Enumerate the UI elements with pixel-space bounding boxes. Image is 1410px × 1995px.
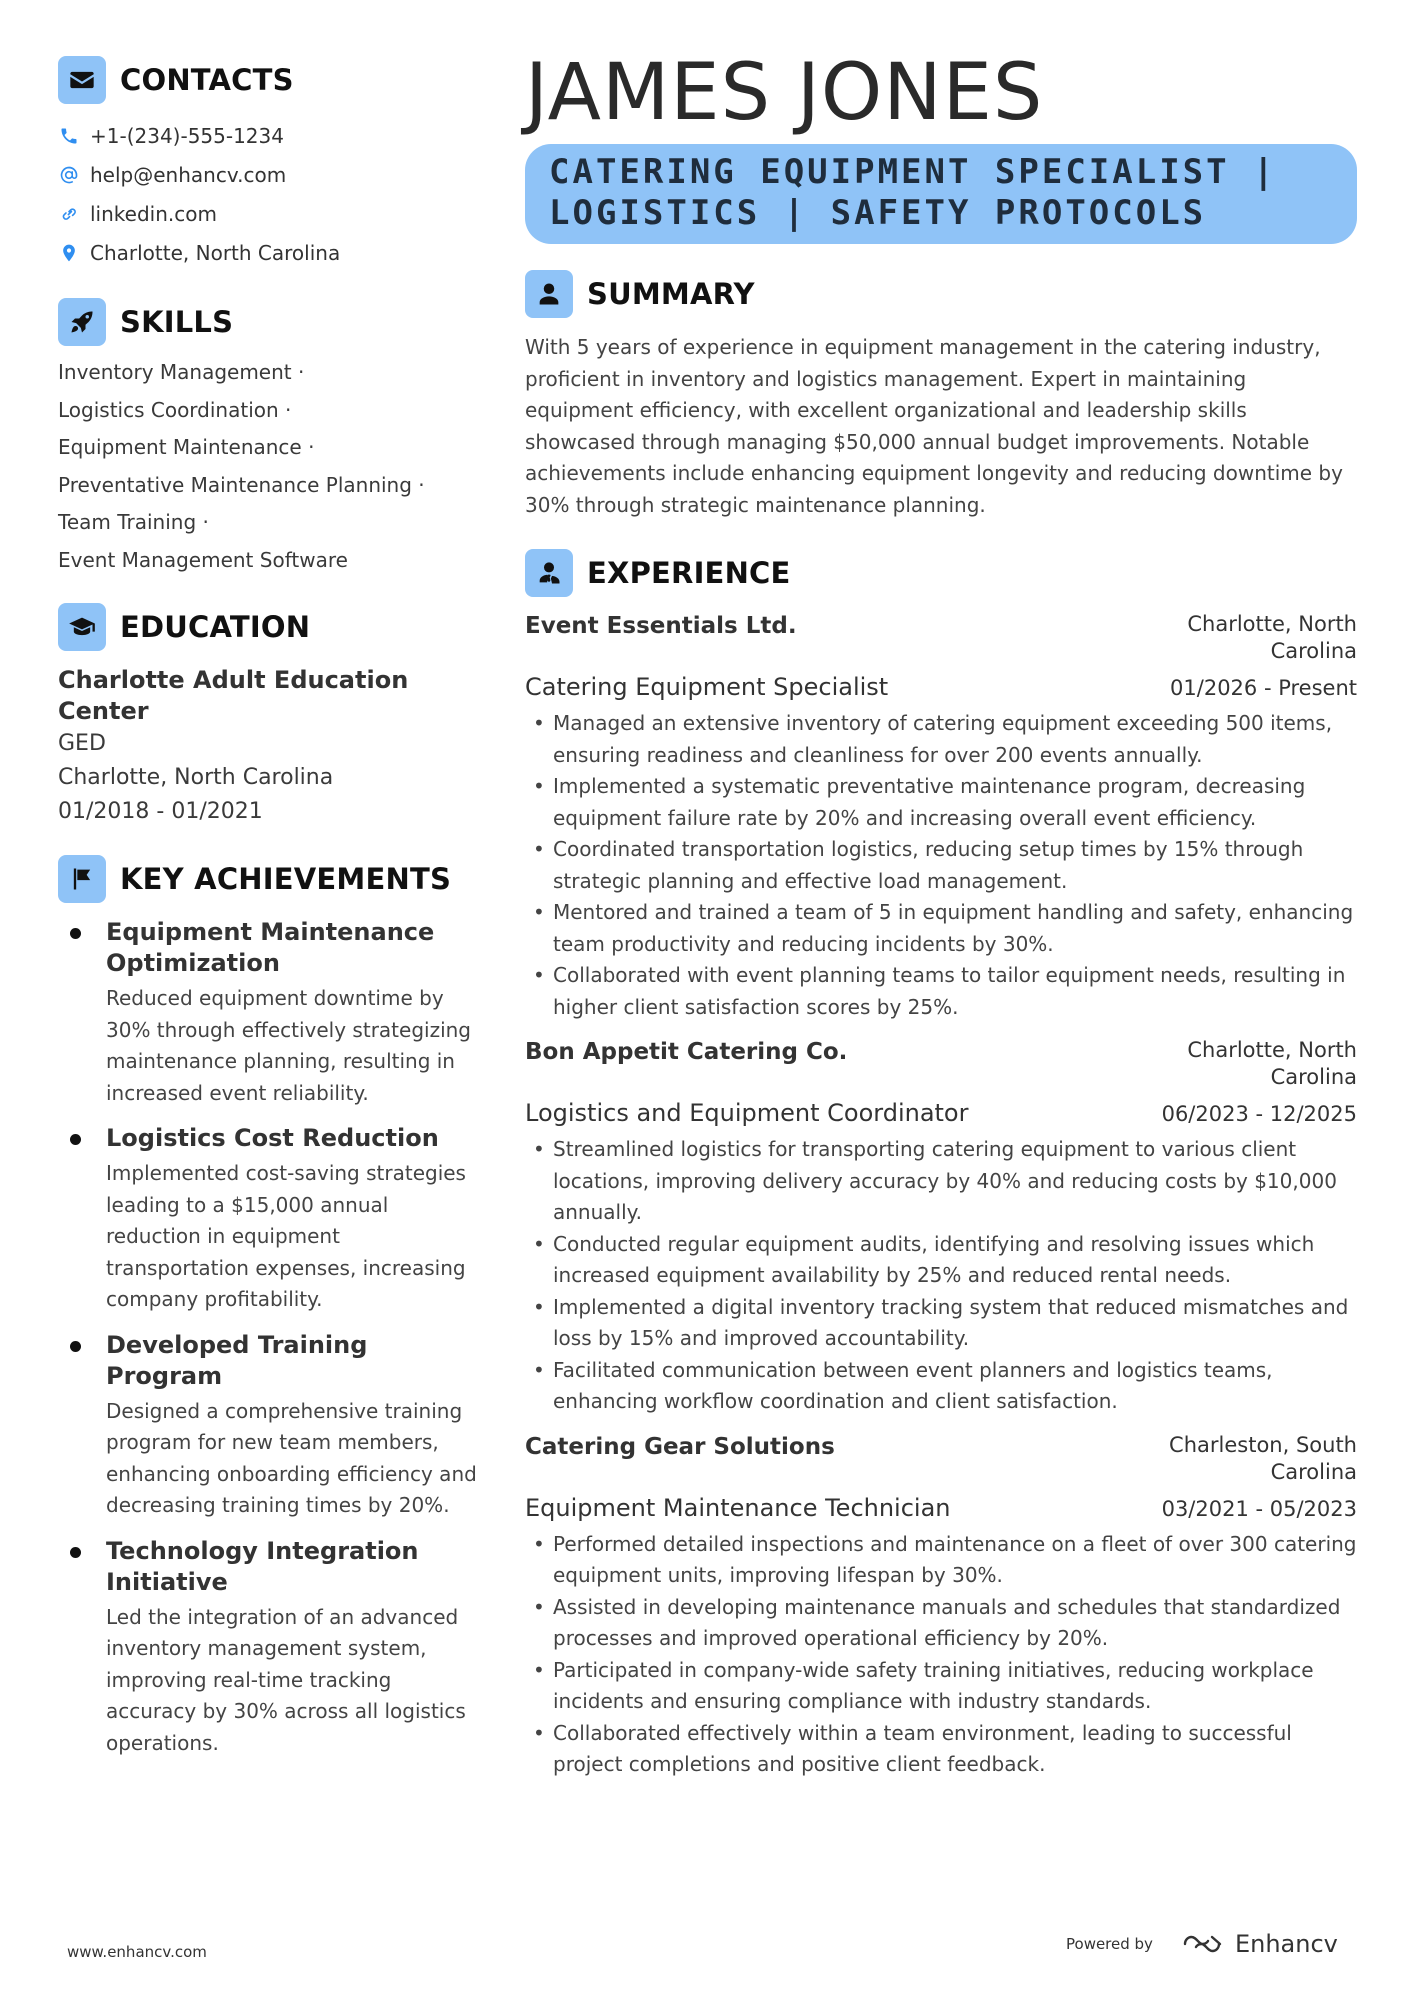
job-bullets xyxy=(525,1134,1357,1418)
job-role: Equipment Maintenance Technician xyxy=(525,1493,951,1522)
achievement-title: Technology Integration Initiative xyxy=(106,1536,419,1596)
job-header xyxy=(525,1037,1357,1091)
envelope-icon xyxy=(58,56,106,104)
job-bullet: • Managed an extensive inventory of catering equipment exceeding 500 items, ensuring readiness and cleanliness for over 200 events annually. xyxy=(525,708,1357,771)
experience-title: EXPERIENCE xyxy=(587,556,791,590)
education-school: Charlotte Adult Education Center xyxy=(58,666,409,725)
achievement-desc: Implemented cost-saving strategies leading to a $15,000 annual reduction in equipment transportation expenses, increasing company profitability. xyxy=(106,1161,466,1311)
achievement-title: Logistics Cost Reduction xyxy=(106,1124,439,1152)
skill-item: Team Training · xyxy=(58,510,209,534)
contacts-header xyxy=(58,56,478,104)
job-header xyxy=(525,611,1357,665)
achievement-desc: Designed a comprehensive training program for new team members, enhancing onboarding efficiency and decreasing training times by 20%. xyxy=(106,1398,477,1517)
job-location: Charleston, South Carolina xyxy=(1169,1432,1357,1484)
headline-line-1: CATERING EQUIPMENT SPECIALIST | xyxy=(549,152,1277,192)
contact-list xyxy=(58,116,478,272)
job-bullet: • Implemented a digital inventory tracking system that reduced mismatches and loss by 15% and improved accountability. xyxy=(525,1292,1357,1355)
skill-item: Preventative Maintenance Planning · xyxy=(58,472,425,497)
summary-title: SUMMARY xyxy=(587,277,755,311)
bullet-dot xyxy=(70,1134,81,1145)
job-bullet: • Coordinated transportation logistics, reducing setup times by 15% through strategic planning and effective load management. xyxy=(525,834,1357,897)
skills-list xyxy=(58,360,478,585)
phone-icon xyxy=(58,125,80,147)
rocket-icon xyxy=(58,298,106,346)
left-column xyxy=(58,56,478,1773)
contact-location-text: Charlotte, North Carolina xyxy=(90,240,341,265)
job-company: Bon Appetit Catering Co. xyxy=(525,1039,848,1065)
job-dates: 03/2021 - 05/2023 xyxy=(1161,1496,1357,1521)
skill-item: Logistics Coordination · xyxy=(58,397,292,422)
achievements-title: KEY ACHIEVEMENTS xyxy=(120,862,452,896)
job-bullet: • Collaborated with event planning teams to tailor equipment needs, resulting in higher client satisfaction scores by 25%. xyxy=(525,960,1357,1023)
job-bullet: • Conducted regular equipment audits, identifying and resolving issues which increased equipment availability by 25% and reduced rental needs. xyxy=(525,1229,1357,1292)
skills-header xyxy=(58,298,478,346)
job-location: Charlotte, North Carolina xyxy=(1187,612,1357,663)
job-entry xyxy=(525,1037,1357,1418)
job-bullet: • Mentored and trained a team of 5 in equipment handling and safety, enhancing team productivity and reducing incidents by 30%. xyxy=(525,897,1357,960)
bullet-dot xyxy=(70,928,81,939)
job-entry xyxy=(525,611,1357,1023)
job-bullets xyxy=(525,708,1357,1023)
at-icon xyxy=(58,164,80,186)
right-column xyxy=(525,48,1357,1781)
job-company: Catering Gear Solutions xyxy=(525,1433,835,1460)
job-bullet: • Participated in company-wide safety training initiatives, reducing workplace incidents and ensuring compliance with industry standards. xyxy=(525,1655,1357,1718)
achievements-list xyxy=(58,917,478,1759)
achievements-header xyxy=(58,855,478,903)
headline-box xyxy=(525,144,1357,244)
contacts-title: CONTACTS xyxy=(120,63,294,97)
job-subheader xyxy=(525,1097,1357,1130)
candidate-name: JAMES JONES xyxy=(525,48,1044,138)
job-bullet: • Collaborated effectively within a team environment, leading to successful project completions and positive client feedback. xyxy=(525,1718,1357,1781)
summary-header xyxy=(525,270,1357,318)
job-dates: 01/2026 - Present xyxy=(1170,676,1357,700)
contact-email-text: help@enhancv.com xyxy=(90,162,287,187)
job-location: Charlotte, North Carolina xyxy=(1187,1038,1357,1089)
contact-linkedin-text: linkedin.com xyxy=(90,201,217,226)
experience-header xyxy=(525,549,1357,597)
job-header xyxy=(525,1432,1357,1486)
skill-item: Event Management Software xyxy=(58,547,348,572)
bullet-dot xyxy=(70,1341,81,1352)
job-role: Catering Equipment Specialist xyxy=(525,673,889,701)
headline-line-2: LOGISTICS | SAFETY PROTOCOLS xyxy=(549,193,1207,233)
skill-item: Equipment Maintenance · xyxy=(58,435,315,459)
education-dates: 01/2018 - 01/2021 xyxy=(58,799,263,824)
contact-phone-text: +1-(234)-555-1234 xyxy=(90,123,284,148)
education-header xyxy=(58,603,478,651)
bullet-dot xyxy=(70,1547,81,1558)
skills-title: SKILLS xyxy=(120,305,234,339)
job-subheader xyxy=(525,671,1357,704)
powered-by-text: Powered by xyxy=(1066,1935,1153,1953)
skill-item: Inventory Management · xyxy=(58,360,305,384)
job-bullet: • Implemented a systematic preventative maintenance program, decreasing equipment failure rate by 20% and increasing overall event efficiency. xyxy=(525,771,1357,834)
user-icon xyxy=(525,270,573,318)
job-subheader xyxy=(525,1492,1357,1525)
job-bullet: • Streamlined logistics for transporting catering equipment to various client locations, improving delivery accuracy by 40% and reducing costs by $10,000 annually. xyxy=(525,1134,1357,1229)
summary-text: With 5 years of experience in equipment management in the catering industry, proficient in inventory and logistics management. Expert in maintaining equipment efficiency, with excellent organizational and leadership skills showcased through managing $50,000 annual budget improvements. Notable achievements include enhancing equipment longevity and reducing downtime by 30% through strategic maintenance planning. xyxy=(525,335,1343,517)
footer-branding xyxy=(1066,1930,1338,1958)
job-company: Event Essentials Ltd. xyxy=(525,613,797,639)
achievement-item xyxy=(58,1330,478,1522)
location-pin-icon xyxy=(58,242,80,264)
contact-location xyxy=(58,233,478,272)
achievement-title: Developed Training Program xyxy=(106,1330,368,1390)
businessperson-icon xyxy=(525,549,573,597)
job-role: Logistics and Equipment Coordinator xyxy=(525,1099,969,1127)
achievement-item xyxy=(58,1536,478,1760)
education-degree: GED xyxy=(58,731,106,756)
contact-phone[interactable] xyxy=(58,116,478,155)
achievement-desc: Led the integration of an advanced inventory management system, improving real-time tracking accuracy by 30% across all logistics operations. xyxy=(106,1604,466,1755)
education-location: Charlotte, North Carolina xyxy=(58,765,334,790)
brand-name: Enhancv xyxy=(1234,1930,1338,1958)
job-bullet: • Assisted in developing maintenance manuals and schedules that standardized processes and improved operational efficiency by 20%. xyxy=(525,1592,1357,1655)
graduation-cap-icon xyxy=(58,603,106,651)
enhancv-logo-icon xyxy=(1179,1931,1225,1957)
job-bullet: • Performed detailed inspections and maintenance on a fleet of over 300 catering equipment units, improving lifespan by 30%. xyxy=(525,1529,1357,1592)
flag-icon xyxy=(58,855,106,903)
job-entry xyxy=(525,1432,1357,1781)
job-dates: 06/2023 - 12/2025 xyxy=(1161,1102,1357,1126)
contact-email[interactable] xyxy=(58,155,478,194)
link-icon xyxy=(58,203,80,225)
footer-website[interactable]: www.enhancv.com xyxy=(67,1943,207,1961)
achievement-item xyxy=(58,917,478,1109)
achievement-item xyxy=(58,1123,478,1316)
job-bullet: • Facilitated communication between event planners and logistics teams, enhancing workflow coordination and client satisfaction. xyxy=(525,1355,1357,1418)
achievement-desc: Reduced equipment downtime by 30% through effectively strategizing maintenance planning, resulting in increased event reliability. xyxy=(106,986,471,1105)
achievement-title: Equipment Maintenance Optimization xyxy=(106,918,435,977)
education-entry xyxy=(58,665,478,829)
education-title: EDUCATION xyxy=(120,610,311,644)
contact-linkedin[interactable] xyxy=(58,194,478,233)
job-bullets xyxy=(525,1529,1357,1781)
